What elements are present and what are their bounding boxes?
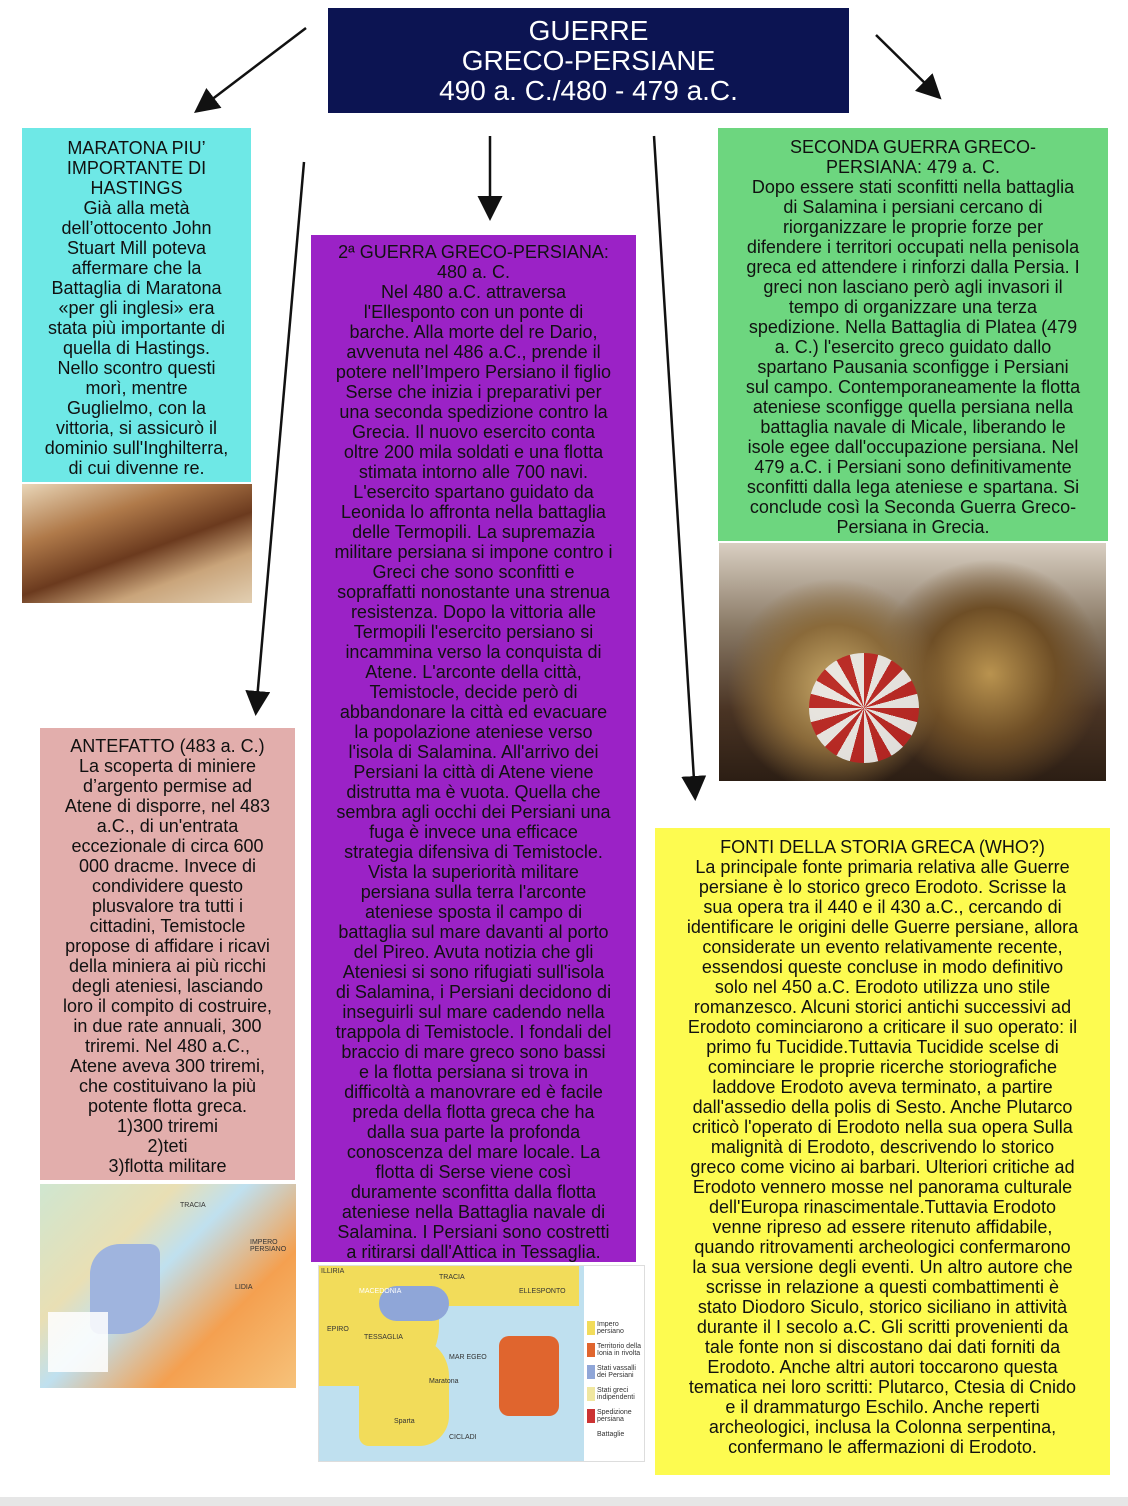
map-label: TESSAGLIA bbox=[364, 1334, 403, 1341]
legend-item: Stati greci indipendenti bbox=[587, 1387, 643, 1401]
main-title: GUERRE GRECO-PERSIANE 490 a. C./480 - 479 a.C. bbox=[328, 8, 849, 113]
map-label: TRACIA bbox=[439, 1274, 465, 1281]
battle-painting-image bbox=[22, 484, 252, 603]
arrow-to-maratona bbox=[198, 28, 306, 110]
map-label: ELLESPONTO bbox=[519, 1288, 566, 1295]
legend-item: Impero persiano bbox=[587, 1321, 643, 1335]
antefatto-box: ANTEFATTO (483 a. C.) La scoperta di miniere d’argento permise ad Atene di disporre, nel 483 a.C., di un'entrata eccezionale di circa 600 000 dracme. Invece di condividere questo plusvalore tra tutti i cittadini, Temistocle propose di affidare i ricavi della miniera ai più ricchi degli ateniesi, lasciando loro il compito di costruire, in due rate annuali, 300 triremi. Nel 480 a.C., Atene aveva 300 triremi, che costituivano la più potente flotta greca. 1)300 triremi 2)teti 3)flotta militare bbox=[40, 728, 295, 1180]
map-label: CICLADI bbox=[449, 1434, 477, 1441]
map-label: Sparta bbox=[394, 1418, 415, 1425]
map-label: LIDIA bbox=[235, 1284, 253, 1291]
arrow-to-greco-persiana bbox=[876, 35, 938, 96]
seconda-guerra-box: 2ª GUERRA GRECO-PERSIANA: 480 a. C. Nel 480 a.C. attraversa l'Ellesponto con un ponte di barche. Alla morte del re Dario, avvenuta nel 486 a.C., prende il potere nell’Impero Persiano il figlio Serse che inizia i preparativi per una seconda spedizione contro la Grecia. Il nuovo esercito conta oltre 200 mila soldati e una flotta stimata intorno alle 700 navi. L'esercito spartano guidato da Leonida lo affronta nella battaglia delle Termopili. La supremazia militare persiana si impone contro i Greci che sono sconfitti e sopraffatti nonostante una strenua resistenza. Dopo la vittoria alle Termopili l'esercito persiano si incammina verso la conquista di Atene. L'arconte della città, Temistocle, decide però di abbandonare la città ed evacuare la popolazione ateniese verso l'isola di Salamina. All'arrivo dei Persiani la città di Atene viene distrutta ma è vuota. Quella che sembra agli occhi dei Persiani una fuga è invece una efficace strategia difensiva di Temistocle. Vista la superiorità militare persiana sulla terra l'arconte ateniese sposta il campo di battaglia sul mare davanti al porto del Pireo. Avuta notizia che gli Ateniesi si sono rifugiati sull'isola di Salamina, i Persiani decidono di inseguirli sul mare cadendo nella trappola di Temistocle. I fondali del braccio di mare greco sono bassi e la flotta persiana si trova in difficoltà a manovrare ed è facile preda della flotta greca che ha dalla sua parte la profonda conoscenza del mare locale. La flotta di Serse viene così duramente sconfitta dalla flotta ateniese nella Battaglia navale di Salamina. I Persiani sono costretti a ritirarsi dall'Attica in Tessaglia. bbox=[311, 235, 636, 1262]
legend-item: Spedizione persiana bbox=[587, 1409, 643, 1423]
map-label: MAR EGEO bbox=[449, 1354, 487, 1361]
map-label: MACEDONIA bbox=[359, 1288, 402, 1295]
greece-map-image bbox=[318, 1265, 645, 1462]
map-label: EPIRO bbox=[327, 1326, 349, 1333]
map-label: Maratona bbox=[429, 1378, 459, 1385]
map-label: TRACIA bbox=[180, 1202, 206, 1209]
fonti-box: FONTI DELLA STORIA GRECA (WHO?) La principale fonte primaria relativa alle Guerre persiane è lo storico greco Erodoto. Scrisse la sua opera tra il 440 e il 430 a.C., cercando di identificare le origini delle Guerre persiane, allora considerate un evento relativamente recente, essendosi queste concluse in modo definitivo solo nel 450 a.C. Erodoto utilizza uno stile romanzesco. Alcuni storici antichi successivi ad Erodoto cominciarono a criticare il suo operato: il primo fu Tucidide.Tuttavia Tucidide scelse di cominciare le proprie ricerche storiografiche laddove Erodoto aveva terminato, a partire dall'assedio della polis di Sesto. Anche Plutarco criticò l'operato di Erodoto nella sua opera Sulla malignità di Erodoto, descrivendo lo storico greco come vicino ai barbari. Ulteriori critiche ad Erodoto vennero mosse nel panorama culturale dell'Europa rinascimentale.Tuttavia Erodoto venne ripreso ad essere ritenuto affidabile, quando ritrovamenti archeologici confermarono la sua versione degli eventi. Un altro autore che scrisse in relazione a questi combattimenti è stato Diodoro Siculo, storico siciliano in attività durante il I secolo a.C. Gli scritti provenienti da tale fonte non si discostano dai dati forniti da Erodoto. Anche altri autori toccarono questa tematica nei loro scritti: Plutarco, Ctesia di Cnido e il drammaturgo Eschilo. Anche reperti archeologici, inclusa la Colonna serpentina, confermano le affermazioni di Erodoto. bbox=[655, 828, 1110, 1475]
map-label: ILLIRIA bbox=[321, 1268, 345, 1275]
arrow-to-antefatto bbox=[256, 162, 304, 711]
legend-item: Territorio della Ionia in rivolta bbox=[587, 1343, 643, 1357]
map-label: IMPERO PERSIANO bbox=[250, 1239, 287, 1253]
arrow-to-fonti bbox=[654, 136, 695, 796]
spartan-warriors-image bbox=[719, 543, 1106, 781]
maratona-box: MARATONA PIU’ IMPORTANTE DI HASTINGS Già alla metà dell’ottocento John Stuart Mill poteva affermare che la Battaglia di Maratona «per gli inglesi» era stata più importante di quella di Hastings. Nello scontro questi morì, mentre Guglielmo, con la vittoria, si assicurò il dominio sull'Inghilterra, di cui divenne re. bbox=[22, 128, 251, 482]
persian-empire-map-image bbox=[40, 1184, 296, 1388]
legend-item: Battaglie bbox=[597, 1431, 625, 1438]
bottom-scroll-strip bbox=[0, 1497, 1128, 1506]
greco-persiana-box: SECONDA GUERRA GRECO- PERSIANA: 479 a. C. Dopo essere stati sconfitti nella battaglia di Salamina i persiani cercano di riorganizzare le proprie forze per difendere i territori occupati nella penisola greca ed attendere i rinforzi dalla Persia. I greci non lasciano però agli invasori il tempo di organizzare una terza spedizione. Nella Battaglia di Platea (479 a. C.) l'esercito greco guidato dallo spartano Pausania sconfigge i Persiani sul campo. Contemporaneamente la flotta ateniese sconfigge quella persiana nella battaglia navale di Micale, liberando le isole egee dall'occupazione persiana. Nel 479 a.C. i Persiani sono definitivamente sconfitti dalla lega ateniese e spartana. Si conclude così la Seconda Guerra Greco- Persiana in Grecia. bbox=[718, 128, 1108, 541]
legend-item: Stati vassalli dei Persiani bbox=[587, 1365, 643, 1379]
